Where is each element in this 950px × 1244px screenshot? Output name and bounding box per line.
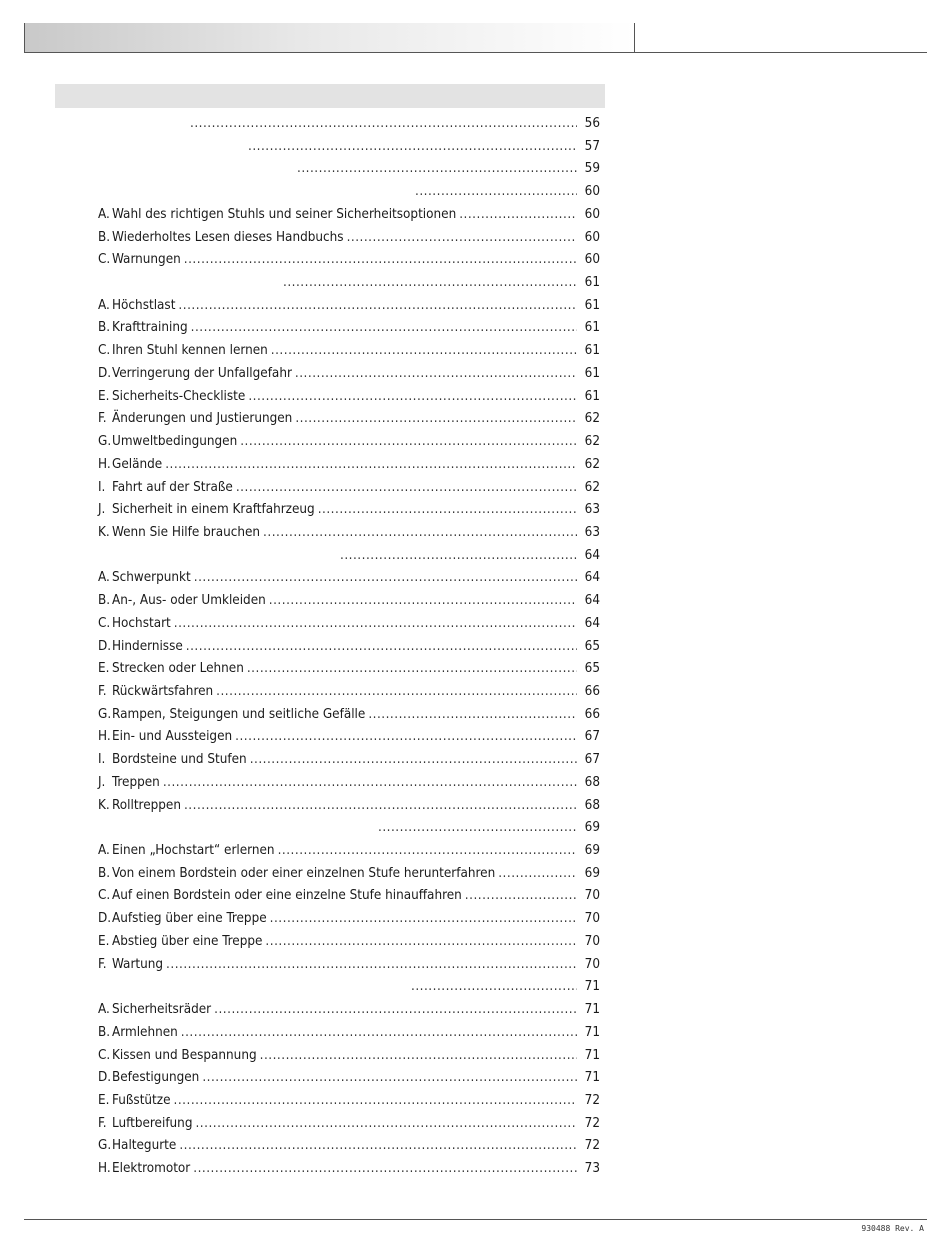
toc-entry-title: Höchstlast: [112, 298, 176, 313]
toc-entry-page-number: 61: [584, 320, 600, 335]
toc-entry-title: Rückwärtsfahren: [112, 684, 214, 699]
toc-dot-leader: [295, 363, 577, 385]
toc-entry[interactable]: [98, 386, 600, 408]
toc-entry-letter: G.: [98, 1138, 112, 1153]
toc-entry-page-number: 60: [584, 230, 600, 245]
toc-dot-leader: [236, 477, 577, 499]
toc-entry-letter: A.: [98, 298, 110, 313]
toc-entry[interactable]: [190, 113, 600, 135]
toc-entry-letter: A.: [98, 570, 110, 585]
toc-dot-leader: [297, 158, 577, 180]
toc-entry-page-number: 71: [584, 1025, 600, 1040]
toc-entry-title: Auf einen Bordstein oder eine einzelne Stufe hinauffahren: [112, 888, 462, 903]
toc-entry-title: Schwerpunkt: [112, 570, 191, 585]
toc-dot-leader: [340, 545, 577, 567]
toc-entry[interactable]: [98, 1045, 600, 1067]
toc-dot-leader: [193, 1158, 577, 1180]
toc-entry-page-number: 60: [584, 252, 600, 267]
toc-entry-letter: F.: [98, 411, 107, 426]
toc-entry[interactable]: [98, 1113, 600, 1135]
toc-entry-letter: F.: [98, 957, 107, 972]
toc-entry[interactable]: [98, 1090, 600, 1112]
toc-entry-page-number: 69: [584, 843, 600, 858]
toc-entry[interactable]: [98, 249, 600, 271]
toc-entry[interactable]: [98, 704, 600, 726]
toc-entry-page-number: 68: [584, 798, 600, 813]
toc-entry-title: Fahrt auf der Straße: [112, 480, 233, 495]
header-band: [24, 23, 636, 53]
toc-dot-leader: [318, 499, 577, 521]
toc-entry-page-number: 65: [584, 639, 600, 654]
toc-entry[interactable]: [98, 499, 600, 521]
toc-dot-leader: [181, 1022, 577, 1044]
toc-dot-leader: [368, 704, 577, 726]
toc-entry-letter: C.: [98, 343, 111, 358]
toc-dot-leader: [178, 295, 577, 317]
toc-entry-page-number: 67: [584, 752, 600, 767]
toc-entry[interactable]: [98, 863, 600, 885]
toc-entry[interactable]: [340, 545, 600, 567]
toc-entry-letter: B.: [98, 230, 111, 245]
toc-entry[interactable]: [98, 431, 600, 453]
toc-entry-page-number: 64: [584, 593, 600, 608]
toc-entry-title: Krafttraining: [112, 320, 188, 335]
toc-entry-title: Wenn Sie Hilfe brauchen: [112, 525, 261, 540]
toc-entry-page-number: 72: [584, 1093, 600, 1108]
toc-entry-title: Abstieg über eine Treppe: [112, 934, 263, 949]
toc-dot-leader: [247, 658, 577, 680]
toc-entry[interactable]: [98, 1158, 600, 1180]
toc-entry[interactable]: [378, 817, 600, 839]
toc-entry-page-number: 62: [584, 434, 600, 449]
toc-dot-leader: [184, 795, 577, 817]
toc-dot-leader: [248, 386, 577, 408]
toc-entry[interactable]: [98, 454, 600, 476]
toc-entry-page-number: 69: [584, 820, 600, 835]
toc-entry-page-number: 72: [584, 1116, 600, 1131]
toc-dot-leader: [378, 817, 577, 839]
toc-entry-title: Haltegurte: [112, 1138, 177, 1153]
toc-entry-letter: F.: [98, 684, 107, 699]
toc-entry-page-number: 71: [584, 979, 600, 994]
toc-entry-page-number: 63: [584, 525, 600, 540]
toc-entry-page-number: 70: [584, 888, 600, 903]
toc-entry[interactable]: [297, 158, 600, 180]
toc-entry[interactable]: [98, 317, 600, 339]
toc-entry-letter: C.: [98, 888, 111, 903]
toc-entry-title: Einen „Hochstart“ erlernen: [112, 843, 275, 858]
toc-dot-leader: [270, 908, 577, 930]
toc-entry-page-number: 61: [584, 275, 600, 290]
toc-entry-title: Ein- und Aussteigen: [112, 729, 233, 744]
toc-entry-page-number: 60: [584, 207, 600, 222]
toc-entry-letter: I.: [98, 480, 106, 495]
toc-entry[interactable]: [411, 976, 600, 998]
toc-entry-page-number: 61: [584, 343, 600, 358]
toc-entry-letter: D.: [98, 911, 112, 926]
toc-entry-page-number: 70: [584, 911, 600, 926]
toc-entry[interactable]: [415, 181, 600, 203]
toc-entry-letter: G.: [98, 434, 112, 449]
header-rule: [24, 52, 927, 53]
toc-dot-leader: [415, 181, 577, 203]
toc-entry-page-number: 60: [584, 184, 600, 199]
toc-entry-page-number: 64: [584, 616, 600, 631]
toc-entry-letter: I.: [98, 752, 106, 767]
toc-dot-leader: [174, 1090, 577, 1112]
toc-entry[interactable]: [98, 227, 600, 249]
toc-entry-title: Rampen, Steigungen und seitliche Gefälle: [112, 707, 366, 722]
toc-entry-page-number: 64: [584, 570, 600, 585]
toc-entry-title: Strecken oder Lehnen: [112, 661, 244, 676]
toc-entry-title: Elektromotor: [112, 1161, 191, 1176]
toc-dot-leader: [265, 931, 577, 953]
toc-entry-letter: J.: [98, 775, 106, 790]
toc-entry-title: Ihren Stuhl kennen lernen: [112, 343, 268, 358]
toc-entry-title: Bordsteine und Stufen: [112, 752, 247, 767]
toc-entry-letter: A.: [98, 843, 110, 858]
toc-entry-page-number: 61: [584, 389, 600, 404]
toc-dot-leader: [240, 431, 577, 453]
toc-entry-title: Hochstart: [112, 616, 171, 631]
toc-dot-leader: [263, 522, 577, 544]
toc-entry-page-number: 61: [584, 366, 600, 381]
toc-entry-page-number: 65: [584, 661, 600, 676]
toc-entry-title: Wartung: [112, 957, 164, 972]
toc-entry[interactable]: [98, 363, 600, 385]
toc-entry-title: Kissen und Bespannung: [112, 1048, 257, 1063]
toc-entry[interactable]: [98, 749, 600, 771]
section-heading-bar: [55, 84, 605, 108]
toc-entry[interactable]: [98, 1135, 600, 1157]
toc-dot-leader: [186, 636, 577, 658]
toc-entry-title: Fußstütze: [112, 1093, 171, 1108]
toc-entry-page-number: 57: [584, 139, 600, 154]
toc-entry[interactable]: [98, 522, 600, 544]
toc-entry-letter: E.: [98, 1093, 110, 1108]
toc-dot-leader: [195, 1113, 577, 1135]
toc-dot-leader: [347, 227, 577, 249]
toc-entry-title: Befestigungen: [112, 1070, 200, 1085]
toc-entry-page-number: 68: [584, 775, 600, 790]
toc-entry[interactable]: [283, 272, 600, 294]
toc-entry[interactable]: [98, 658, 600, 680]
toc-entry-title: Rolltreppen: [112, 798, 181, 813]
toc-dot-leader: [498, 863, 577, 885]
toc-entry[interactable]: [98, 1022, 600, 1044]
toc-dot-leader: [214, 999, 577, 1021]
toc-entry[interactable]: [98, 999, 600, 1021]
toc-entry-page-number: 71: [584, 1002, 600, 1017]
toc-entry[interactable]: [98, 726, 600, 748]
toc-entry[interactable]: [98, 1067, 600, 1089]
toc-entry-letter: E.: [98, 661, 110, 676]
toc-entry[interactable]: [98, 908, 600, 930]
toc-entry-page-number: 64: [584, 548, 600, 563]
toc-entry[interactable]: [98, 340, 600, 362]
toc-entry[interactable]: [98, 636, 600, 658]
toc-entry-page-number: 66: [584, 707, 600, 722]
toc-entry[interactable]: [98, 295, 600, 317]
toc-dot-leader: [459, 204, 577, 226]
header-divider: [634, 23, 635, 53]
toc-entry-page-number: 70: [584, 957, 600, 972]
toc-dot-leader: [191, 317, 577, 339]
toc-entry-letter: B.: [98, 593, 111, 608]
toc-entry-page-number: 73: [584, 1161, 600, 1176]
toc-entry-title: Änderungen und Justierungen: [112, 411, 293, 426]
toc-entry-letter: B.: [98, 866, 111, 881]
toc-entry-letter: D.: [98, 366, 112, 381]
toc-entry[interactable]: [98, 840, 600, 862]
toc-entry-letter: K.: [98, 525, 110, 540]
toc-entry[interactable]: [98, 613, 600, 635]
toc-entry[interactable]: [98, 204, 600, 226]
toc-entry-title: Armlehnen: [112, 1025, 178, 1040]
toc-dot-leader: [465, 885, 577, 907]
toc-entry-letter: H.: [98, 729, 111, 744]
toc-entry-page-number: 62: [584, 480, 600, 495]
toc-entry-title: Umweltbedingungen: [112, 434, 238, 449]
toc-entry-letter: E.: [98, 934, 110, 949]
toc-entry-letter: F.: [98, 1116, 107, 1131]
toc-entry-title: Treppen: [112, 775, 160, 790]
toc-entry[interactable]: [98, 885, 600, 907]
toc-entry-page-number: 69: [584, 866, 600, 881]
toc-dot-leader: [174, 613, 577, 635]
toc-dot-leader: [411, 976, 577, 998]
toc-entry[interactable]: [98, 954, 600, 976]
toc-entry-letter: D.: [98, 1070, 112, 1085]
toc-entry-letter: A.: [98, 207, 110, 222]
toc-entry-letter: K.: [98, 798, 110, 813]
toc-entry-letter: B.: [98, 1025, 111, 1040]
toc-entry-letter: J.: [98, 502, 106, 517]
toc-entry-page-number: 67: [584, 729, 600, 744]
toc-dot-leader: [283, 272, 577, 294]
toc-entry[interactable]: [98, 477, 600, 499]
toc-entry-page-number: 56: [584, 116, 600, 131]
toc-entry[interactable]: [98, 408, 600, 430]
toc-entry-title: Wahl des richtigen Stuhls und seiner Sicherheitsoptionen: [112, 207, 457, 222]
toc-entry-page-number: 71: [584, 1070, 600, 1085]
toc-entry-letter: C.: [98, 252, 111, 267]
toc-entry-page-number: 71: [584, 1048, 600, 1063]
toc-entry-letter: D.: [98, 639, 112, 654]
toc-entry-letter: E.: [98, 389, 110, 404]
toc-entry-letter: C.: [98, 616, 111, 631]
toc-dot-leader: [194, 567, 577, 589]
toc-dot-leader: [179, 1135, 577, 1157]
toc-entry[interactable]: [98, 795, 600, 817]
footer-rule: [24, 1219, 927, 1220]
toc-dot-leader: [163, 772, 577, 794]
toc-dot-leader: [295, 408, 577, 430]
toc-dot-leader: [216, 681, 577, 703]
toc-entry-page-number: 66: [584, 684, 600, 699]
toc-entry-title: Aufstieg über eine Treppe: [112, 911, 267, 926]
toc-dot-leader: [260, 1045, 577, 1067]
toc-entry-letter: C.: [98, 1048, 111, 1063]
toc-entry-page-number: 70: [584, 934, 600, 949]
toc-entry-page-number: 72: [584, 1138, 600, 1153]
toc-entry-letter: A.: [98, 1002, 110, 1017]
toc-dot-leader: [165, 454, 577, 476]
toc-entry[interactable]: [98, 567, 600, 589]
toc-entry-title: An-, Aus- oder Umkleiden: [112, 593, 266, 608]
toc-entry-page-number: 59: [584, 161, 600, 176]
toc-entry-letter: H.: [98, 457, 111, 472]
toc-entry[interactable]: [98, 681, 600, 703]
toc-dot-leader: [250, 749, 577, 771]
toc-dot-leader: [269, 590, 577, 612]
toc-entry-letter: H.: [98, 1161, 111, 1176]
toc-entry-title: Sicherheits-Checkliste: [112, 389, 246, 404]
toc-entry-title: Sicherheit in einem Kraftfahrzeug: [112, 502, 315, 517]
document-id: 930488 Rev. A: [861, 1224, 924, 1233]
toc-entry-title: Luftbereifung: [112, 1116, 193, 1131]
toc-entry-title: Verringerung der Unfallgefahr: [112, 366, 292, 381]
toc-dot-leader: [278, 840, 577, 862]
toc-entry-title: Hindernisse: [112, 639, 183, 654]
toc-dot-leader: [248, 136, 577, 158]
toc-entry[interactable]: [98, 772, 600, 794]
toc-entry-title: Gelände: [112, 457, 163, 472]
toc-entry[interactable]: [98, 931, 600, 953]
toc-dot-leader: [166, 954, 577, 976]
toc-entry-title: Sicherheitsräder: [112, 1002, 212, 1017]
toc-entry[interactable]: [98, 590, 600, 612]
toc-entry-page-number: 63: [584, 502, 600, 517]
toc-entry-letter: B.: [98, 320, 111, 335]
toc-entry[interactable]: [248, 136, 600, 158]
toc-entry-title: Wiederholtes Lesen dieses Handbuchs: [112, 230, 344, 245]
toc-dot-leader: [184, 249, 577, 271]
toc-dot-leader: [235, 726, 577, 748]
toc-entry-page-number: 61: [584, 298, 600, 313]
toc-dot-leader: [202, 1067, 577, 1089]
toc-dot-leader: [190, 113, 577, 135]
toc-entry-title: Warnungen: [112, 252, 181, 267]
toc-entry-title: Von einem Bordstein oder einer einzelnen Stufe herunterfahren: [112, 866, 496, 881]
toc-dot-leader: [271, 340, 577, 362]
toc-entry-letter: G.: [98, 707, 112, 722]
toc-entry-page-number: 62: [584, 411, 600, 426]
toc-entry-page-number: 62: [584, 457, 600, 472]
